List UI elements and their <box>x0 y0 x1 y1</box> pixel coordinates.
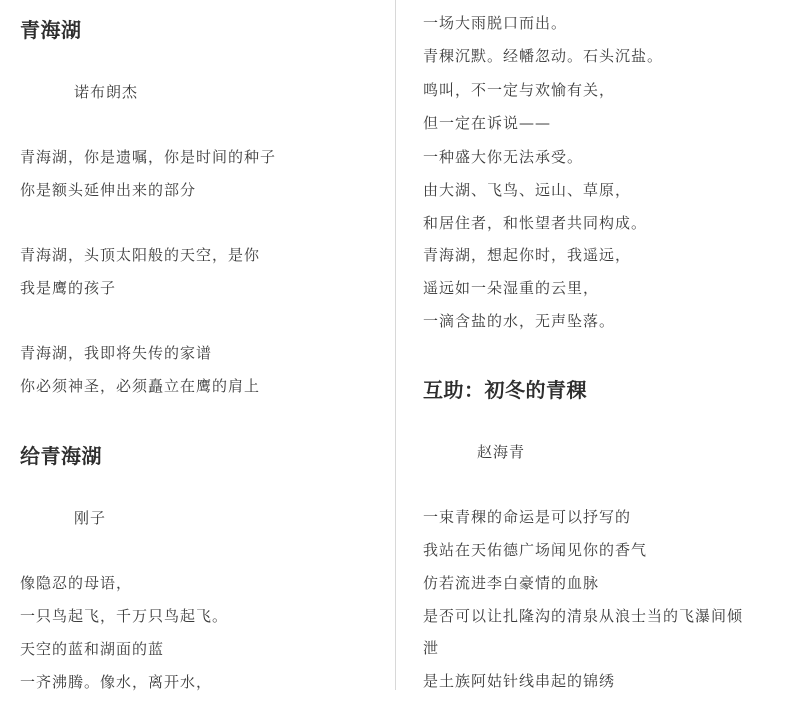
poem-line: 青海湖，头顶太阳般的天空，是你 <box>20 246 261 264</box>
poem-line: 遥远如一朵湿重的云里， <box>423 279 600 297</box>
poem-line: 一只鸟起飞，千万只鸟起飞。 <box>20 607 229 625</box>
poem-line: 我站在天佑德广场闻见你的香气 <box>423 541 648 559</box>
poem-title: 互助：初冬的青稞 <box>423 378 587 402</box>
poem-line: 仿若流进李白豪情的血脉 <box>423 574 600 592</box>
poem-author: 赵海青 <box>477 443 526 461</box>
poem-line: 一滴含盐的水，无声坠落。 <box>423 312 616 330</box>
poem-line: 一种盛大你无法承受。 <box>423 148 584 166</box>
poem-line: 天空的蓝和湖面的蓝 <box>20 640 165 658</box>
poem-line: 是土族阿姑针线串起的锦绣 <box>423 672 616 690</box>
poem-line: 你是额头延伸出来的部分 <box>20 181 197 199</box>
poem-line: 一束青稞的命运是可以抒写的 <box>423 508 632 526</box>
poem-line: 但一定在诉说—— <box>423 114 552 132</box>
poem-line: 青稞沉默。经幡忽动。石头沉盐。 <box>423 47 664 65</box>
poem-line: 青海湖，你是遗嘱，你是时间的种子 <box>20 148 277 166</box>
poem-author: 诺布朗杰 <box>74 83 139 101</box>
poem-line: 鸣叫，不一定与欢愉有关， <box>423 81 616 99</box>
right-column <box>402 0 800 709</box>
poem-line: 像隐忍的母语， <box>20 574 133 592</box>
poem-line: 一齐沸腾。像水，离开水， <box>20 673 213 691</box>
poem-line: 我是鹰的孩子 <box>20 279 117 297</box>
poem-line: 由大湖、飞鸟、远山、草原， <box>423 181 632 199</box>
poem-line: 一场大雨脱口而出。 <box>423 14 568 32</box>
poem-title: 青海湖 <box>20 18 82 42</box>
poem-line: 和居住者，和怅望者共同构成。 <box>423 214 648 232</box>
poem-line: 你必须神圣，必须矗立在鹰的肩上 <box>20 377 261 395</box>
poem-line: 青海湖，我即将失传的家谱 <box>20 344 213 362</box>
poem-author: 刚子 <box>74 509 107 527</box>
poem-line: 是否可以让扎隆沟的清泉从浪士当的飞瀑间倾 <box>423 607 744 625</box>
poem-line: 青海湖，想起你时，我遥远， <box>423 246 632 264</box>
column-divider <box>395 0 396 690</box>
poem-line: 泄 <box>423 639 440 657</box>
left-column <box>0 0 392 709</box>
poem-title: 给青海湖 <box>20 444 102 468</box>
